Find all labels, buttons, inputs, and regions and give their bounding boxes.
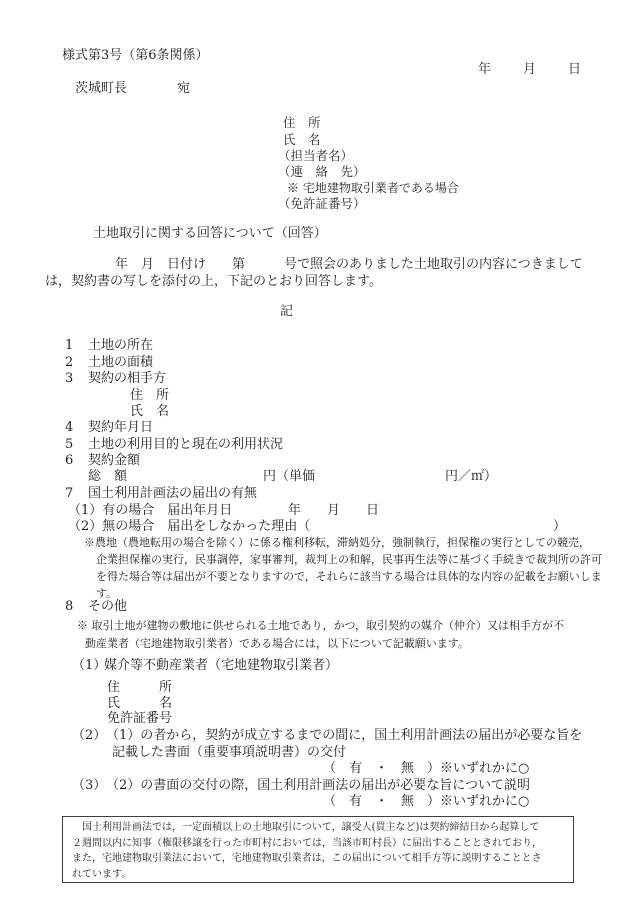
addressee-honorific: 宛: [177, 81, 191, 96]
item-6-total-label: 総 額: [88, 469, 128, 484]
item-6-label: 契約金額: [88, 453, 141, 468]
item-1-label: 土地の所在: [88, 338, 154, 353]
form-number: 様式第3号（第6条関係）: [62, 48, 209, 63]
item-7-sub2-close-paren: ）: [553, 519, 567, 534]
legal-note-line-3: また，宅地建物取引業法において，宅地建物取引業者は，この届出について相手方等に説明することとさ: [72, 853, 542, 864]
broker-sub2-line-1: （1）の者から，契約が成立するまでの間に，国土利用計画法の届出が必要な旨を: [106, 728, 583, 743]
item-3-name-field: 氏 名: [130, 404, 170, 419]
item-3-number: 3: [65, 371, 74, 386]
item-2-label: 土地の面積: [88, 355, 154, 370]
item-3-row: [0, 372, 630, 389]
item-7-sub2-prefix: （2）無の場合 届出をしなかった理由（: [68, 519, 311, 534]
record-marker: 記: [280, 304, 294, 319]
legal-note-line-2: ２週間以内に知事（権限移譲を行った市町村においては，当該市町村長）に届出することとされており，: [72, 837, 542, 849]
sender-realtor-note: ※ 宅地建物取引業者である場合: [287, 181, 459, 195]
broker-sub3-choice: （ 有 ・ 無 ）※いずれかに○: [323, 794, 530, 809]
item-8-row: [0, 600, 630, 617]
broker-sub3-number: （3）: [72, 778, 107, 793]
legal-note-box: [62, 816, 574, 883]
sender-contact-person-label: （担当者名）: [278, 148, 354, 163]
item-6-amount-row: [0, 470, 630, 487]
addressee: 茨城町長: [75, 81, 128, 96]
addressee-line: [0, 82, 630, 99]
item-1-number: 1: [65, 338, 74, 353]
item-7-note-line-4: す。: [96, 587, 118, 600]
intro-line-2: は，契約書の写しを添付の上，下記のとおり回答します。: [45, 274, 382, 289]
item-6-number: 6: [65, 453, 74, 468]
sender-name-label: 氏 名: [283, 132, 321, 147]
item-7-sub1-date-blank: 年 月 日: [288, 503, 380, 518]
item-2-number: 2: [65, 355, 74, 370]
intro-line-1: 年 月 日付け 第 号で照会のありました土地取引の内容につきまして: [115, 257, 583, 272]
broker-address-field: 住 所: [107, 680, 173, 695]
item-7-note-line-3: を得た場合等は届出が不要となりますので，それらに該当する場合は具体的な内容の記載をお願いしま: [96, 570, 602, 583]
item-7-sub1-prefix: （1）有の場合 届出年月日: [68, 503, 233, 518]
legal-note-line-4: れています。: [72, 868, 132, 880]
broker-sub3-line-1: （2）の書面の交付の際，国土利用計画法の届出が必要な旨について説明: [106, 778, 531, 793]
broker-note-line-1: ※ 取引土地が建物の敷地に供せられる土地であり，かつ，取引契約の媒介（仲介）又は相手方が不: [77, 619, 565, 632]
item-8-label: その他: [88, 599, 128, 614]
broker-sub2-number: （2）: [72, 728, 107, 743]
item-3-label: 契約の相手方: [88, 371, 167, 386]
broker-sub2-line-2: 記載した書面（重要事項説明書）の交付: [112, 745, 347, 760]
item-6-unit-close: 円／㎡）: [445, 469, 498, 484]
item-7-number: 7: [65, 486, 74, 501]
broker-note-line-2: 動産業者（宅地建物取引業者）である場合には，以下について記載願います。: [85, 637, 469, 650]
item-6-unit-open: 円（単価: [263, 469, 316, 484]
broker-sub2-row: [0, 729, 630, 746]
broker-sub3-row: [0, 779, 630, 796]
item-7-note-line-2: 企業担保権の実行，民事調停，家事審判，裁判上の和解，民事再生法等に基づく手続きで裁判所の許可: [96, 553, 602, 566]
date-field: 年 月 日: [478, 62, 584, 77]
sender-license-label: （免許証番号）: [278, 196, 366, 211]
item-7-note-line-1: ※農地（農地転用の場合を除く）に係る権利移転，滞納処分，強制執行，担保権の実行としての競売，: [84, 536, 590, 549]
sender-contact-label: （連 絡 先）: [278, 164, 366, 179]
broker-sub1-label: 媒介等不動産業者（宅地建物取引業者）: [104, 658, 339, 673]
item-8-number: 8: [65, 599, 74, 614]
item-4-label: 契約年月日: [88, 420, 154, 435]
broker-license-field: 免許証番号: [107, 711, 173, 726]
broker-sub1-row: [0, 659, 630, 676]
item-7-row: [0, 487, 630, 504]
item-5-number: 5: [65, 437, 74, 452]
broker-sub1-number: （1）: [72, 658, 107, 673]
item-7-label: 国土利用計画法の届出の有無: [88, 486, 258, 501]
item-4-row: [0, 421, 630, 438]
legal-note-line-1: 国土利用計画法では，一定面積以上の土地取引について，譲受人(買主など)は契約締結日から起算して: [72, 822, 540, 833]
item-4-number: 4: [65, 420, 74, 435]
broker-name-field: 氏 名: [107, 696, 173, 711]
broker-sub2-choice: （ 有 ・ 無 ）※いずれかに○: [323, 761, 530, 776]
sender-address-label: 住 所: [283, 115, 321, 130]
item-7-sub2-row: [0, 520, 630, 537]
document-title: 土地取引に関する回答について（回答）: [93, 226, 327, 241]
item-3-address-field: 住 所: [130, 388, 170, 403]
item-1-row: [0, 339, 630, 356]
item-5-label: 土地の利用目的と現在の利用状況: [88, 437, 284, 452]
